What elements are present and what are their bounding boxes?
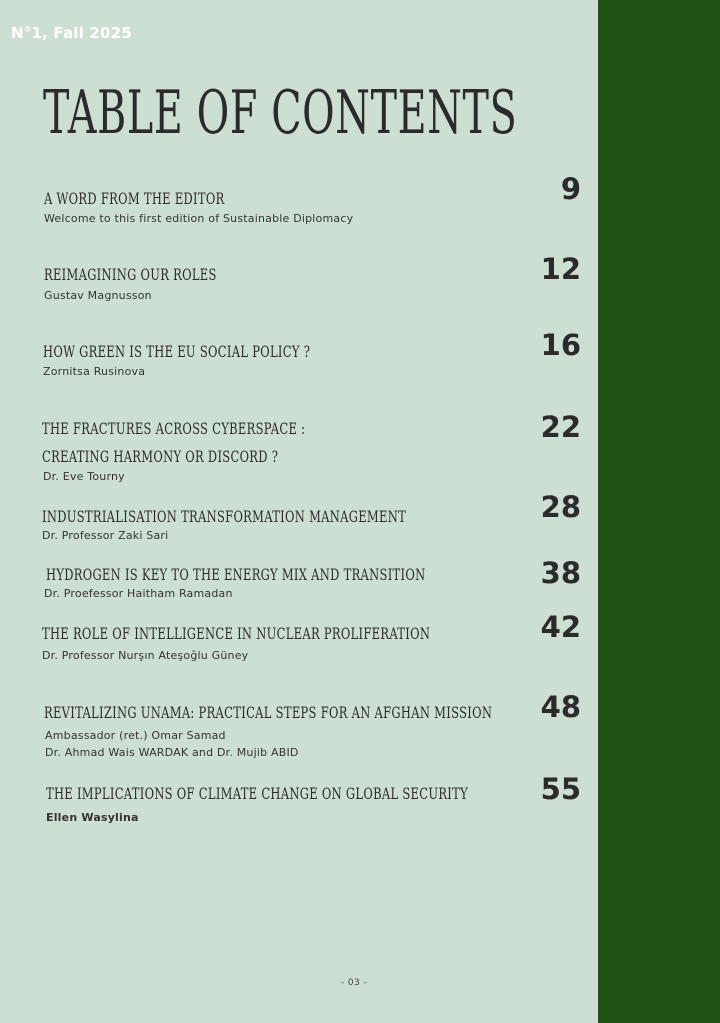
issue-label: N°1, Fall 2025 [11, 24, 132, 42]
entry-author: Ambassador (ret.) Omar Samad [45, 729, 226, 742]
entry-page-number: 12 [540, 252, 581, 286]
entry-title: REIMAGINING OUR ROLES [44, 265, 217, 284]
entry-title: THE FRACTURES ACROSS CYBERSPACE : [42, 419, 306, 438]
entry-author: Dr. Professor Nurşın Ateşoğlu Güney [42, 649, 249, 662]
entry-author: Ellen Wasylina [46, 811, 139, 824]
green-side-band [598, 0, 720, 1023]
entry-author: Dr. Ahmad Wais WARDAK and Dr. Mujib ABID [45, 746, 299, 759]
entry-title-line-2: CREATING HARMONY OR DISCORD ? [42, 447, 279, 466]
entry-page-number: 22 [540, 410, 581, 444]
page-footer-number: - 03 - [340, 978, 368, 988]
entry-page-number: 55 [540, 772, 581, 806]
entry-page-number: 38 [540, 556, 581, 590]
entry-title: HYDROGEN IS KEY TO THE ENERGY MIX AND TRANSITION [46, 565, 426, 584]
entry-author: Zornitsa Rusinova [43, 365, 146, 378]
entry-title: THE ROLE OF INTELLIGENCE IN NUCLEAR PROLIFERATION [42, 624, 431, 643]
page-title: TABLE OF CONTENTS [43, 78, 518, 148]
entry-author: Welcome to this first edition of Sustainable Diplomacy [44, 212, 354, 225]
entry-page-number: 9 [560, 172, 581, 206]
entry-title: INDUSTRIALISATION TRANSFORMATION MANAGEMENT [42, 507, 407, 526]
entry-page-number: 16 [540, 328, 581, 362]
entry-title: A WORD FROM THE EDITOR [44, 189, 225, 208]
entry-author: Dr. Professor Zaki Sari [42, 529, 169, 542]
entry-title: REVITALIZING UNAMA: PRACTICAL STEPS FOR AN AFGHAN MISSION [44, 703, 493, 722]
entry-title: THE IMPLICATIONS OF CLIMATE CHANGE ON GLOBAL SECURITY [46, 784, 468, 803]
entry-page-number: 48 [540, 690, 581, 724]
entry-author: Gustav Magnusson [44, 289, 152, 302]
entry-page-number: 42 [540, 610, 581, 644]
entry-author: Dr. Proefessor Haitham Ramadan [44, 587, 233, 600]
entry-title: HOW GREEN IS THE EU SOCIAL POLICY ? [43, 342, 311, 361]
entry-author: Dr. Eve Tourny [43, 470, 125, 483]
entry-page-number: 28 [540, 490, 581, 524]
